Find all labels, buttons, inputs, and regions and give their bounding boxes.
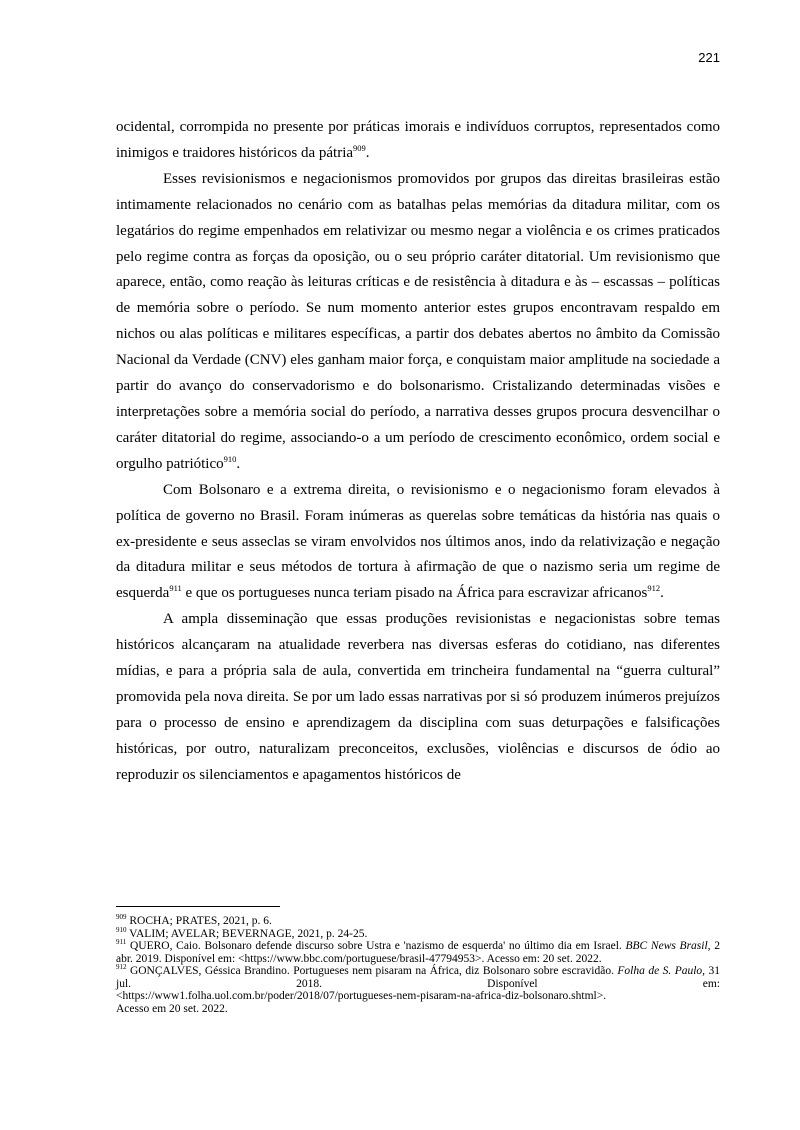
paragraph-text: e que os portugueses nunca teriam pisado na África para escravizar africanos (181, 585, 648, 602)
footnote-911 (116, 940, 720, 965)
footnote-number: 912 (116, 963, 127, 972)
footnote-number: 910 (116, 925, 127, 934)
paragraph-text: ocidental, corrompida no presente por práticas imorais e indivíduos corruptos, representados como inimigos e traidores históricos da pátria (116, 119, 720, 161)
footnote-source-title: Folha de S. Paulo, (617, 965, 706, 977)
footnote-source-title: BBC News Brasil, (625, 940, 711, 952)
body-text (116, 115, 720, 789)
paragraph-text: A ampla disseminação que essas produções revisionistas e negacionistas sobre temas históricos alcançaram na atualidade reverbera nas diversas esferas do cotidiano, nas diferentes mídias, e para a própria sala de aula, convertida em trincheira fundamental na “guerra cultural” promovida pela nova direita. Se por um lado essas narrativas por si só produzem inúmeros prejuízos para o processo de ensino e aprendizagem da disciplina com suas deturpações e falsificações históricas, por outro, naturalizam preconceitos, exclusões, violências e discursos de ódio ao reproduzir os silenciamentos e apagamentos históricos de (116, 611, 720, 783)
footnote-number: 911 (116, 938, 127, 947)
paragraph-1 (116, 115, 720, 167)
footnote-text: 2 abr. 2019. Disponível em: <https://www.bbc.com/portuguese/brasil-47794953>. Acesso em: 20 set. 2022. (116, 940, 721, 965)
footnote-text: VALIM; AVELAR; BEVERNAGE, 2021, p. 24-25. (126, 927, 368, 940)
footnote-text: ROCHA; PRATES, 2021, p. 6. (126, 915, 272, 927)
footnote-912-url (116, 990, 720, 1003)
footnote-ref-911: 911 (169, 583, 182, 594)
footnote-ref-910: 910 (223, 453, 237, 464)
footnote-909 (116, 915, 720, 928)
footnote-separator (116, 906, 280, 907)
paragraph-text: Com Bolsonaro e a extrema direita, o revisionismo e o negacionismo foram elevados à política de governo no Brasil. Foram inúmeras as querelas sobre temáticas da história nas quais o ex-presidente e seus asseclas se viram envolvidos nos últimos anos, indo da relativização e negação da ditadura militar e seus métodos de tortura à afirmação de que o nazismo seria um regime de esquerda (116, 481, 720, 602)
paragraph-text: Esses revisionismos e negacionismos promovidos por grupos das direitas brasileiras estão intimamente relacionados no cenário com as batalhas pelas memórias da ditadura militar, com os legatários do regime empenhados em relativizar ou mesmo negar a violência e os crimes praticados pelo regime contra as forças da oposição, ou o seu próprio caráter ditatorial. Um revisionismo que aparece, então, como reação às leituras críticas e de resistência à ditadura e às – escassas – políticas de memória sobre o período. Se num momento anterior estes grupos encontravam respaldo em nichos ou alas políticas e militares específicas, a partir dos debates abertos no âmbito da Comissão Nacional da Verdade (CNV) eles ganham maior força, e conquistam maior amplitude na sociedade a partir do avanço do conservadorismo e do bolsonarismo. Cristalizando determinadas visões e interpretações sobre a memória social do período, a narrativa desses grupos procura desvencilhar o caráter ditatorial do regime, associando-o a um período de crescimento econômico, ordem social e orgulho patriótico (116, 170, 720, 472)
footnotes (116, 915, 720, 1015)
footnote-text: 31 jul. 2018. Disponível em: (116, 965, 721, 990)
footnote-ref-909: 909 (353, 142, 366, 153)
footnote-text: GONÇALVES, Géssica Brandino. Portugueses nem pisaram na África, diz Bolsonaro sobre escravidão. (126, 965, 614, 977)
footnote-912 (116, 965, 720, 990)
footnote-url: <https://www1.folha.uol.com.br/poder/2018/07/portugueses-nem-pisaram-na-africa-diz-bolsonaro.shtml>. (116, 990, 607, 1002)
footnote-ref-912: 912 (647, 583, 661, 594)
paragraph-2 (116, 167, 720, 478)
footnote-text: Acesso em 20 set. 2022. (116, 1002, 228, 1015)
footnote-number: 909 (116, 913, 127, 922)
page-number: 221 (698, 50, 720, 65)
paragraph-text: . (365, 144, 370, 161)
paragraph-text: . (660, 585, 664, 602)
paragraph-4 (116, 607, 720, 788)
paragraph-3 (116, 478, 720, 608)
footnote-912-access (116, 1003, 720, 1016)
footnote-910 (116, 925, 720, 941)
paragraph-text: . (236, 455, 241, 472)
footnote-text: QUERO, Caio. Bolsonaro defende discurso sobre Ustra e 'nazismo de esquerda' no último dia em Israel. (126, 940, 626, 952)
